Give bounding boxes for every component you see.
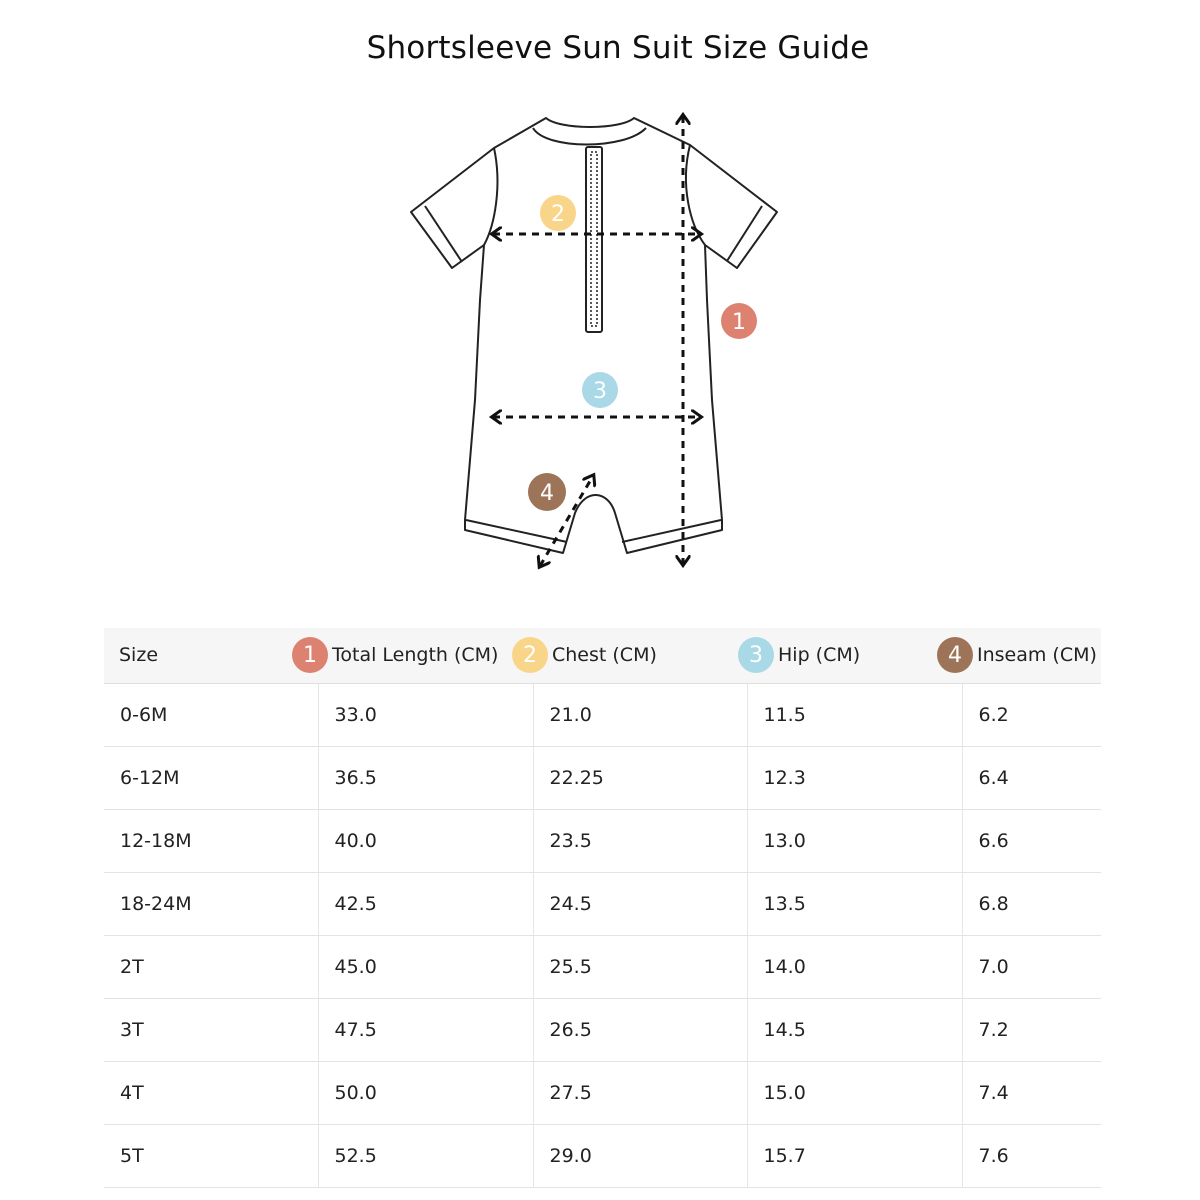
- cell-hip: 15.0: [747, 1061, 962, 1124]
- cell-inseam: 6.4: [962, 746, 1101, 809]
- cell-size: 2T: [104, 935, 318, 998]
- svg-text:4: 4: [540, 481, 554, 506]
- header-inseam-label: Inseam (CM): [977, 644, 1097, 667]
- cell-size: 4T: [104, 1061, 318, 1124]
- cell-size: 12-18M: [104, 809, 318, 872]
- cell-size: 6-12M: [104, 746, 318, 809]
- cell-chest: 29.0: [533, 1124, 747, 1187]
- badge-3-icon: 3: [738, 637, 774, 673]
- cell-inseam: 6.2: [962, 683, 1101, 746]
- cell-inseam: 6.6: [962, 809, 1101, 872]
- cell-chest: 23.5: [533, 809, 747, 872]
- diagram-badges: [528, 195, 757, 511]
- cell-inseam: 7.4: [962, 1061, 1101, 1124]
- cell-total-length: 52.5: [318, 1124, 533, 1187]
- header-inseam: [948, 628, 1101, 683]
- header-size: Size: [104, 628, 318, 683]
- cell-total-length: 45.0: [318, 935, 533, 998]
- table-row: [104, 1124, 1101, 1187]
- cell-hip: 11.5: [747, 683, 962, 746]
- svg-text:2: 2: [551, 202, 565, 227]
- table-row: [104, 1061, 1101, 1124]
- table-header-row: [104, 628, 1101, 683]
- page-title: Shortsleeve Sun Suit Size Guide: [366, 30, 870, 66]
- cell-chest: 27.5: [533, 1061, 747, 1124]
- svg-text:3: 3: [593, 379, 607, 404]
- table-row: [104, 872, 1101, 935]
- table-row: [104, 683, 1101, 746]
- header-total-length: [303, 628, 533, 683]
- badge-1-icon: 1: [292, 637, 328, 673]
- cell-chest: 21.0: [533, 683, 747, 746]
- table-row: [104, 935, 1101, 998]
- cell-chest: 24.5: [533, 872, 747, 935]
- header-total-length-label: Total Length (CM): [332, 644, 499, 667]
- cell-total-length: 40.0: [318, 809, 533, 872]
- badge-4-icon: 4: [937, 637, 973, 673]
- cell-inseam: 7.6: [962, 1124, 1101, 1187]
- header-chest-label: Chest (CM): [552, 644, 657, 667]
- table-row: [104, 746, 1101, 809]
- badge-2-icon: 2: [512, 637, 548, 673]
- cell-total-length: 47.5: [318, 998, 533, 1061]
- header-chest: [523, 628, 747, 683]
- table-row: [104, 809, 1101, 872]
- cell-hip: 13.0: [747, 809, 962, 872]
- cell-inseam: 7.0: [962, 935, 1101, 998]
- cell-size: 0-6M: [104, 683, 318, 746]
- size-table: [104, 628, 1101, 1188]
- table-row: [104, 998, 1101, 1061]
- cell-total-length: 42.5: [318, 872, 533, 935]
- cell-chest: 26.5: [533, 998, 747, 1061]
- cell-hip: 12.3: [747, 746, 962, 809]
- cell-chest: 25.5: [533, 935, 747, 998]
- cell-total-length: 36.5: [318, 746, 533, 809]
- svg-text:1: 1: [732, 310, 746, 335]
- cell-size: 5T: [104, 1124, 318, 1187]
- cell-inseam: 7.2: [962, 998, 1101, 1061]
- cell-chest: 22.25: [533, 746, 747, 809]
- cell-inseam: 6.8: [962, 872, 1101, 935]
- cell-total-length: 50.0: [318, 1061, 533, 1124]
- cell-hip: 13.5: [747, 872, 962, 935]
- cell-size: 18-24M: [104, 872, 318, 935]
- header-hip-label: Hip (CM): [778, 644, 861, 667]
- sun-suit-diagram: [400, 100, 790, 590]
- cell-size: 3T: [104, 998, 318, 1061]
- cell-hip: 14.5: [747, 998, 962, 1061]
- garment-outline: [411, 118, 777, 553]
- header-hip: [747, 628, 962, 683]
- cell-hip: 14.0: [747, 935, 962, 998]
- cell-hip: 15.7: [747, 1124, 962, 1187]
- cell-total-length: 33.0: [318, 683, 533, 746]
